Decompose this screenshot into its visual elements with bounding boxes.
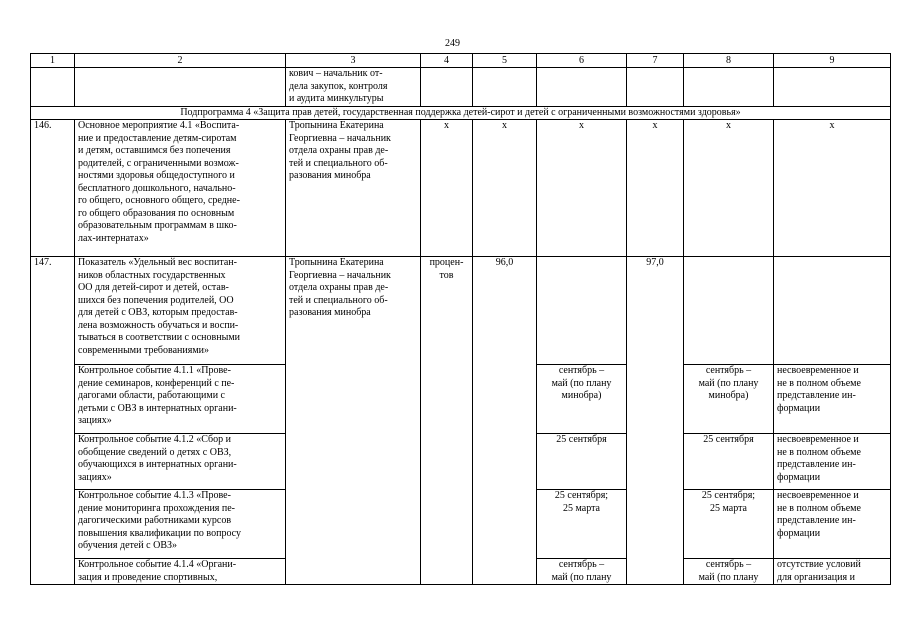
event-date-actual: сентябрь – май (по плану минобра) xyxy=(684,365,774,434)
indicator-name: Показатель «Удельный вес воспитан- ников областных государственных ОО для детей-сирот и детей, остав- шихся без попечения родителей, ОО для детей с ОВЗ, которым предостав- лена возможность обучаться и воспи- тываться в соответствии с основными современными требованиями» xyxy=(75,257,286,365)
control-event-name: Контрольное событие 4.1.1 «Прове- дение семинаров, конференций с пе- дагогами области, работающими с детьми с ОВЗ в интернатных органи- зациях» xyxy=(75,365,286,434)
event-date-plan: 25 сентября; 25 марта xyxy=(537,490,627,559)
control-event-name: Контрольное событие 4.1.2 «Сбор и обобщение сведений о детях с ОВЗ, обучающихся в интернатных органи- зациях» xyxy=(75,434,286,490)
event-risk: несвоевременное и не в полном объеме представление ин- формации xyxy=(774,434,891,490)
value-cell: х xyxy=(684,120,774,257)
continuation-row xyxy=(31,68,891,107)
responsible-cell: Тропынина Екатерина Георгиевна – начальник отдела охраны прав де- тей и специального об- разования минобра xyxy=(286,120,421,257)
row-number: 147. xyxy=(31,257,75,585)
unit-cell: процен- тов xyxy=(421,257,473,585)
column-number: 5 xyxy=(473,54,537,68)
column-number: 3 xyxy=(286,54,421,68)
event-date-actual: 25 сентября; 25 марта xyxy=(684,490,774,559)
column-number: 2 xyxy=(75,54,286,68)
value-cell: х xyxy=(774,120,891,257)
value-cell: х xyxy=(537,120,627,257)
activity-name: Основное мероприятие 4.1 «Воспита- ние и предоставление детям-сиротам и детям, оставшимся без попечения родителей, с ограниченными возмож- ностями здоровья общедоступного и бесплатного дошкольного, начально- го общего, основного общего, средне- го общего образования по основным образовательным программам в шко- лах-интернатах» xyxy=(75,120,286,257)
event-date-plan: сентябрь – май (по плану xyxy=(537,559,627,585)
action-plan-table xyxy=(30,53,891,585)
event-date-plan: сентябрь – май (по плану минобра) xyxy=(537,365,627,434)
unit-cell: х xyxy=(421,120,473,257)
value-cell: 97,0 xyxy=(627,257,684,585)
event-risk: несвоевременное и не в полном объеме представление ин- формации xyxy=(774,490,891,559)
column-number: 4 xyxy=(421,54,473,68)
event-date-actual: 25 сентября xyxy=(684,434,774,490)
value-cell: х xyxy=(627,120,684,257)
row-number: 146. xyxy=(31,120,75,257)
table-row xyxy=(31,257,891,365)
column-number-row xyxy=(31,54,891,68)
event-risk: несвоевременное и не в полном объеме представление ин- формации xyxy=(774,365,891,434)
column-number: 1 xyxy=(31,54,75,68)
responsible-cell: Тропынина Екатерина Георгиевна – начальник отдела охраны прав де- тей и специального об- разования минобра xyxy=(286,257,421,585)
table-row xyxy=(31,120,891,257)
page-number: 249 xyxy=(445,38,460,49)
event-date-plan: 25 сентября xyxy=(537,434,627,490)
column-number: 9 xyxy=(774,54,891,68)
subprogram-title: Подпрограмма 4 «Защита прав детей, государственная поддержка детей-сирот и детей с ограниченными возможностями здоровья» xyxy=(31,107,891,120)
event-risk: отсутствие условий для организация и xyxy=(774,559,891,585)
responsible-cell: кович – начальник от- дела закупок, контроля и аудита минкультуры xyxy=(286,68,421,107)
control-event-name: Контрольное событие 4.1.4 «Органи- зация и проведение спортивных, xyxy=(75,559,286,585)
subprogram-row xyxy=(31,107,891,120)
value-cell: 96,0 xyxy=(473,257,537,585)
control-event-name: Контрольное событие 4.1.3 «Прове- дение мониторинга прохождения пе- дагогическими работниками курсов повышения квалификации по вопросу обучения детей с ОВЗ» xyxy=(75,490,286,559)
value-cell: х xyxy=(473,120,537,257)
column-number: 7 xyxy=(627,54,684,68)
column-number: 8 xyxy=(684,54,774,68)
column-number: 6 xyxy=(537,54,627,68)
event-date-actual: сентябрь – май (по плану xyxy=(684,559,774,585)
